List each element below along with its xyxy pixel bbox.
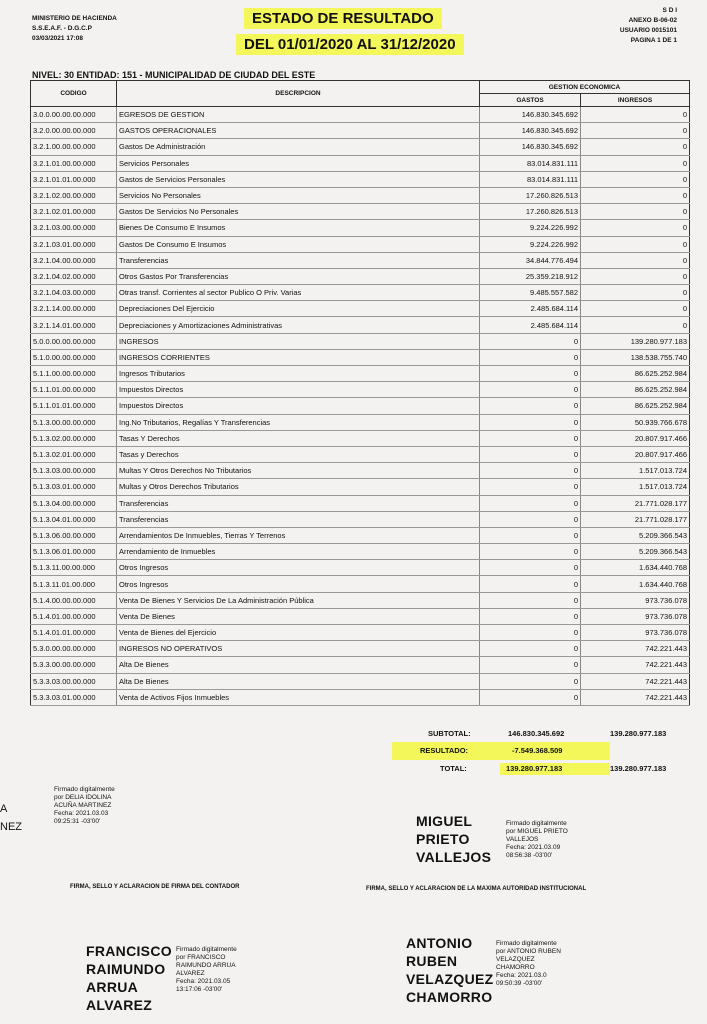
sig2-name-line: PRIETO: [416, 831, 470, 847]
row-description: Multas Y Otros Derechos No Tributarios: [117, 463, 480, 479]
subtotal-ingresos: 139.280.977.183: [610, 729, 667, 738]
sig1-line: 09:25:31 -03'00': [54, 818, 101, 825]
table-row: [31, 414, 690, 430]
table-row: [31, 139, 690, 155]
table-row: [31, 527, 690, 543]
table-row: [31, 187, 690, 203]
sig2-line: VALLEJOS: [506, 836, 539, 843]
caption-contador: FIRMA, SELLO Y ACLARACION DE FIRMA DEL CONTADOR: [70, 884, 240, 890]
row-code: 3.2.1.03.01.00.000: [31, 236, 117, 252]
sig3-name-line: FRANCISCO: [86, 943, 172, 959]
row-description: Otros Ingresos: [117, 560, 480, 576]
row-ingresos: 0: [581, 204, 690, 220]
sig4-line: Fecha: 2021.03.0: [496, 972, 547, 979]
row-description: Multas y Otros Derechos Tributarios: [117, 479, 480, 495]
row-ingresos: 50.939.766.678: [581, 414, 690, 430]
row-ingresos: 0: [581, 139, 690, 155]
sig1-edge-line: NEZ: [0, 821, 22, 833]
row-gastos: 0: [480, 446, 581, 462]
row-gastos: 2.485.684.114: [480, 301, 581, 317]
table-row: [31, 430, 690, 446]
col-codigo: CODIGO: [31, 81, 117, 107]
sig3-line: por FRANCISCO: [176, 954, 226, 961]
col-ingresos: INGRESOS: [581, 94, 690, 107]
row-ingresos: 1.517.013.724: [581, 463, 690, 479]
row-gastos: 9.224.226.992: [480, 236, 581, 252]
row-code: 3.2.1.02.00.00.000: [31, 187, 117, 203]
sig1-digital: [54, 786, 115, 826]
sig2-digital: [506, 820, 568, 860]
row-ingresos: 20.807.917.466: [581, 430, 690, 446]
row-code: 5.1.4.01.01.00.000: [31, 625, 117, 641]
row-code: 5.3.3.03.01.00.000: [31, 689, 117, 705]
row-ingresos: 742.221.443: [581, 689, 690, 705]
row-gastos: 0: [480, 366, 581, 382]
row-ingresos: 973.736.078: [581, 608, 690, 624]
row-ingresos: 139.280.977.183: [581, 333, 690, 349]
sig1-line: Fecha: 2021.03.03: [54, 810, 109, 817]
row-description: Alta De Bienes: [117, 673, 480, 689]
row-description: Venta de Bienes del Ejercicio: [117, 625, 480, 641]
total-gastos: 139.280.977.183: [506, 764, 563, 773]
sig4-name: [406, 934, 493, 1006]
row-gastos: 0: [480, 430, 581, 446]
row-description: Venta De Bienes Y Servicios De La Administración Pública: [117, 592, 480, 608]
sig3-name: [86, 942, 172, 1014]
row-gastos: 0: [480, 625, 581, 641]
row-gastos: 0: [480, 349, 581, 365]
header-left-line: MINISTERIO DE HACIENDA: [32, 15, 117, 22]
row-code: 5.1.1.00.00.00.000: [31, 366, 117, 382]
row-ingresos: 973.736.078: [581, 592, 690, 608]
row-description: Gastos De Administración: [117, 139, 480, 155]
row-gastos: 0: [480, 463, 581, 479]
table-row: [31, 366, 690, 382]
row-gastos: 0: [480, 641, 581, 657]
row-description: Transferencias: [117, 495, 480, 511]
row-ingresos: 0: [581, 236, 690, 252]
col-descripcion: DESCRIPCION: [117, 81, 480, 107]
row-ingresos: 21.771.028.177: [581, 495, 690, 511]
table-row: [31, 268, 690, 284]
table-row: [31, 544, 690, 560]
table-row: [31, 608, 690, 624]
header-right-line: USUARIO 0015101: [619, 27, 677, 34]
row-code: 5.1.0.00.00.00.000: [31, 349, 117, 365]
table-row: [31, 107, 690, 123]
row-description: GASTOS OPERACIONALES: [117, 123, 480, 139]
sig4-line: 09:50:39 -03'00': [496, 980, 543, 987]
row-code: 3.2.1.00.00.00.000: [31, 139, 117, 155]
row-code: 5.1.3.03.00.00.000: [31, 463, 117, 479]
resultado-label: RESULTADO:: [420, 746, 469, 755]
sig3-line: Fecha: 2021.03.05: [176, 978, 231, 985]
results-table: [30, 80, 690, 706]
row-ingresos: 742.221.443: [581, 657, 690, 673]
row-gastos: 0: [480, 333, 581, 349]
caption-autoridad: FIRMA, SELLO Y ACLARACION DE LA MAXIMA AUTORIDAD INSTITUCIONAL: [366, 886, 587, 892]
table-row: [31, 625, 690, 641]
row-gastos: 0: [480, 495, 581, 511]
row-gastos: 0: [480, 657, 581, 673]
row-gastos: 9.224.226.992: [480, 220, 581, 236]
row-code: 5.1.3.11.00.00.000: [31, 560, 117, 576]
col-gastos: GASTOS: [480, 94, 581, 107]
row-description: Gastos De Consumo E Insumos: [117, 236, 480, 252]
row-description: EGRESOS DE GESTION: [117, 107, 480, 123]
row-description: INGRESOS CORRIENTES: [117, 349, 480, 365]
row-gastos: 0: [480, 560, 581, 576]
table-row: [31, 511, 690, 527]
row-description: Gastos de Servicios Personales: [117, 171, 480, 187]
row-gastos: 34.844.776.494: [480, 252, 581, 268]
total-label: TOTAL:: [440, 764, 467, 773]
header-right-line: ANEXO B-06-02: [628, 17, 677, 24]
header-right-line: S D I: [662, 7, 677, 14]
row-code: 3.2.1.04.02.00.000: [31, 268, 117, 284]
table-row: [31, 333, 690, 349]
table-row: [31, 657, 690, 673]
table-row: [31, 463, 690, 479]
row-code: 5.1.4.00.00.00.000: [31, 592, 117, 608]
row-gastos: 0: [480, 479, 581, 495]
sig3-name-line: RAIMUNDO: [86, 961, 166, 977]
row-ingresos: 0: [581, 220, 690, 236]
row-description: Impuestos Directos: [117, 382, 480, 398]
table-row: [31, 171, 690, 187]
sig3-name-line: ALVAREZ: [86, 997, 153, 1013]
row-ingresos: 1.634.440.768: [581, 560, 690, 576]
col-group: GESTION ECONOMICA: [480, 81, 690, 94]
row-description: Tasas Y Derechos: [117, 430, 480, 446]
sig4-line: CHAMORRO: [496, 964, 535, 971]
row-gastos: 9.485.557.582: [480, 285, 581, 301]
row-code: 5.1.1.01.01.00.000: [31, 398, 117, 414]
row-description: INGRESOS: [117, 333, 480, 349]
row-code: 5.1.3.04.00.00.000: [31, 495, 117, 511]
table-row: [31, 576, 690, 592]
row-code: 5.1.3.02.01.00.000: [31, 446, 117, 462]
row-ingresos: 742.221.443: [581, 673, 690, 689]
table-row: [31, 560, 690, 576]
table-row: [31, 446, 690, 462]
sig2-line: por MIGUEL PRIETO: [506, 828, 568, 835]
row-gastos: 0: [480, 527, 581, 543]
row-ingresos: 138.538.755.740: [581, 349, 690, 365]
row-description: Gastos De Servicios No Personales: [117, 204, 480, 220]
table-row: [31, 123, 690, 139]
sig3-digital: [176, 946, 237, 994]
row-description: Otros Ingresos: [117, 576, 480, 592]
sig2-line: 08:56:38 -03'00': [506, 852, 553, 859]
row-ingresos: 0: [581, 171, 690, 187]
row-description: Venta De Bienes: [117, 608, 480, 624]
header-right-line: PAGINA 1 DE 1: [630, 37, 677, 44]
table-row: [31, 673, 690, 689]
row-description: Ing.No Tributarios, Regalías Y Transferencias: [117, 414, 480, 430]
sig4-name-line: ANTONIO: [406, 935, 473, 951]
row-ingresos: 1.634.440.768: [581, 576, 690, 592]
row-gastos: 146.830.345.692: [480, 107, 581, 123]
row-code: 5.3.3.00.00.00.000: [31, 657, 117, 673]
sig3-line: RAIMUNDO ARRUA: [176, 962, 236, 969]
row-ingresos: 973.736.078: [581, 625, 690, 641]
table-row: [31, 285, 690, 301]
sig4-name-line: RUBEN: [406, 953, 458, 969]
row-description: Depreciaciones y Amortizaciones Administrativas: [117, 317, 480, 333]
sig3-line: ALVAREZ: [176, 970, 205, 977]
sig1-edge: [0, 800, 22, 836]
row-gastos: 0: [480, 608, 581, 624]
resultado-gastos: -7.549.368.509: [512, 746, 563, 755]
sig3-line: Firmado digitalmente: [176, 946, 237, 953]
row-ingresos: 0: [581, 252, 690, 268]
sig3-name-line: ARRUA: [86, 979, 139, 995]
table-row: [31, 349, 690, 365]
table-row: [31, 155, 690, 171]
row-code: 5.3.0.00.00.00.000: [31, 641, 117, 657]
row-gastos: 146.830.345.692: [480, 123, 581, 139]
header-left-line: 03/03/2021 17:08: [32, 35, 83, 42]
row-code: 3.2.1.04.00.00.000: [31, 252, 117, 268]
row-ingresos: 0: [581, 123, 690, 139]
row-gastos: 25.359.218.912: [480, 268, 581, 284]
row-code: 3.0.0.00.00.00.000: [31, 107, 117, 123]
row-code: 3.2.1.01.00.00.000: [31, 155, 117, 171]
header-right: [620, 6, 677, 46]
row-code: 5.1.3.04.01.00.000: [31, 511, 117, 527]
sig4-name-line: VELAZQUEZ: [406, 971, 494, 987]
row-gastos: 0: [480, 592, 581, 608]
row-code: 5.0.0.00.00.00.000: [31, 333, 117, 349]
row-code: 3.2.1.02.01.00.000: [31, 204, 117, 220]
row-gastos: 2.485.684.114: [480, 317, 581, 333]
row-code: 5.3.3.03.00.00.000: [31, 673, 117, 689]
row-gastos: 17.260.826.513: [480, 204, 581, 220]
table-row: [31, 641, 690, 657]
row-description: Depreciaciones Del Ejercicio: [117, 301, 480, 317]
row-description: Servicios No Personales: [117, 187, 480, 203]
row-ingresos: 742.221.443: [581, 641, 690, 657]
sig4-line: Firmado digitalmente: [496, 940, 557, 947]
sig4-line: VELAZQUEZ: [496, 956, 535, 963]
row-description: Otros Gastos Por Transferencias: [117, 268, 480, 284]
row-gastos: 17.260.826.513: [480, 187, 581, 203]
table-row: [31, 495, 690, 511]
entity-line: NIVEL: 30 ENTIDAD: 151 - MUNICIPALIDAD DE CIUDAD DEL ESTE: [32, 70, 316, 80]
row-code: 5.1.3.06.01.00.000: [31, 544, 117, 560]
report-period: DEL 01/01/2020 AL 31/12/2020: [236, 34, 464, 55]
table-row: [31, 220, 690, 236]
row-code: 3.2.1.04.03.00.000: [31, 285, 117, 301]
table-row: [31, 382, 690, 398]
row-code: 5.1.3.02.00.00.000: [31, 430, 117, 446]
row-ingresos: 86.625.252.984: [581, 366, 690, 382]
table-row: [31, 689, 690, 705]
row-gastos: 0: [480, 544, 581, 560]
total-ingresos: 139.280.977.183: [610, 764, 667, 773]
row-code: 5.1.4.01.00.00.000: [31, 608, 117, 624]
row-ingresos: 0: [581, 301, 690, 317]
row-gastos: 0: [480, 689, 581, 705]
table-row: [31, 592, 690, 608]
row-description: Otras transf. Corrientes al sector Publico O Priv. Varias: [117, 285, 480, 301]
row-gastos: 0: [480, 382, 581, 398]
row-description: Impuestos Directos: [117, 398, 480, 414]
row-description: Venta de Activos Fijos Inmuebles: [117, 689, 480, 705]
row-code: 5.1.3.00.00.00.000: [31, 414, 117, 430]
row-ingresos: 1.517.013.724: [581, 479, 690, 495]
row-description: Bienes De Consumo E Insumos: [117, 220, 480, 236]
row-ingresos: 86.625.252.984: [581, 382, 690, 398]
row-description: Servicios Personales: [117, 155, 480, 171]
row-gastos: 0: [480, 414, 581, 430]
table-row: [31, 252, 690, 268]
row-ingresos: 0: [581, 107, 690, 123]
row-gastos: 83.014.831.111: [480, 171, 581, 187]
row-code: 3.2.1.01.01.00.000: [31, 171, 117, 187]
row-ingresos: 5.209.366.543: [581, 527, 690, 543]
row-description: Ingresos Tributarios: [117, 366, 480, 382]
sig1-line: por DELIA IDOLINA: [54, 794, 112, 801]
row-gastos: 0: [480, 673, 581, 689]
table-row: [31, 301, 690, 317]
sig1-edge-line: A: [0, 803, 8, 815]
row-gastos: 0: [480, 511, 581, 527]
subtotal-label: SUBTOTAL:: [428, 729, 471, 738]
row-ingresos: 21.771.028.177: [581, 511, 690, 527]
sig1-line: Firmado digitalmente: [54, 786, 115, 793]
row-description: Tasas y Derechos: [117, 446, 480, 462]
row-description: Arrendamientos De Inmuebles, Tierras Y Terrenos: [117, 527, 480, 543]
sig2-line: Fecha: 2021.03.09: [506, 844, 561, 851]
row-description: INGRESOS NO OPERATIVOS: [117, 641, 480, 657]
row-description: Arrendamiento de Inmuebles: [117, 544, 480, 560]
row-ingresos: 0: [581, 155, 690, 171]
row-code: 5.1.3.11.01.00.000: [31, 576, 117, 592]
table-row: [31, 236, 690, 252]
row-code: 5.1.3.06.00.00.000: [31, 527, 117, 543]
row-description: Alta De Bienes: [117, 657, 480, 673]
row-code: 3.2.1.14.01.00.000: [31, 317, 117, 333]
row-ingresos: 86.625.252.984: [581, 398, 690, 414]
header-left-line: S.S.E.A.F. - D.G.C.P: [32, 25, 92, 32]
row-code: 3.2.1.14.00.00.000: [31, 301, 117, 317]
header-left: [32, 14, 117, 44]
table-row: [31, 398, 690, 414]
row-gastos: 0: [480, 398, 581, 414]
table-row: [31, 317, 690, 333]
sig4-digital: [496, 940, 561, 988]
table-row: [31, 479, 690, 495]
row-code: 5.1.3.03.01.00.000: [31, 479, 117, 495]
row-ingresos: 0: [581, 187, 690, 203]
sig2-line: Firmado digitalmente: [506, 820, 567, 827]
row-ingresos: 20.807.917.466: [581, 446, 690, 462]
table-row: [31, 204, 690, 220]
row-code: 5.1.1.01.00.00.000: [31, 382, 117, 398]
row-code: 3.2.0.00.00.00.000: [31, 123, 117, 139]
sig2-name-line: VALLEJOS: [416, 849, 492, 865]
row-gastos: 83.014.831.111: [480, 155, 581, 171]
sig3-line: 13:17:06 -03'00': [176, 986, 223, 993]
row-gastos: 0: [480, 576, 581, 592]
sig4-line: por ANTONIO RUBEN: [496, 948, 561, 955]
subtotal-gastos: 146.830.345.692: [508, 729, 565, 738]
row-code: 3.2.1.03.00.00.000: [31, 220, 117, 236]
sig2-name: [416, 812, 491, 866]
sig2-name-line: MIGUEL: [416, 813, 473, 829]
row-gastos: 146.830.345.692: [480, 139, 581, 155]
row-description: Transferencias: [117, 511, 480, 527]
row-description: Transferencias: [117, 252, 480, 268]
sig1-line: ACUÑA MARTINEZ: [54, 802, 112, 809]
row-ingresos: 0: [581, 285, 690, 301]
report-title: ESTADO DE RESULTADO: [244, 8, 442, 29]
row-ingresos: 0: [581, 317, 690, 333]
row-ingresos: 0: [581, 268, 690, 284]
sig4-name-line: CHAMORRO: [406, 989, 493, 1005]
row-ingresos: 5.209.366.543: [581, 544, 690, 560]
